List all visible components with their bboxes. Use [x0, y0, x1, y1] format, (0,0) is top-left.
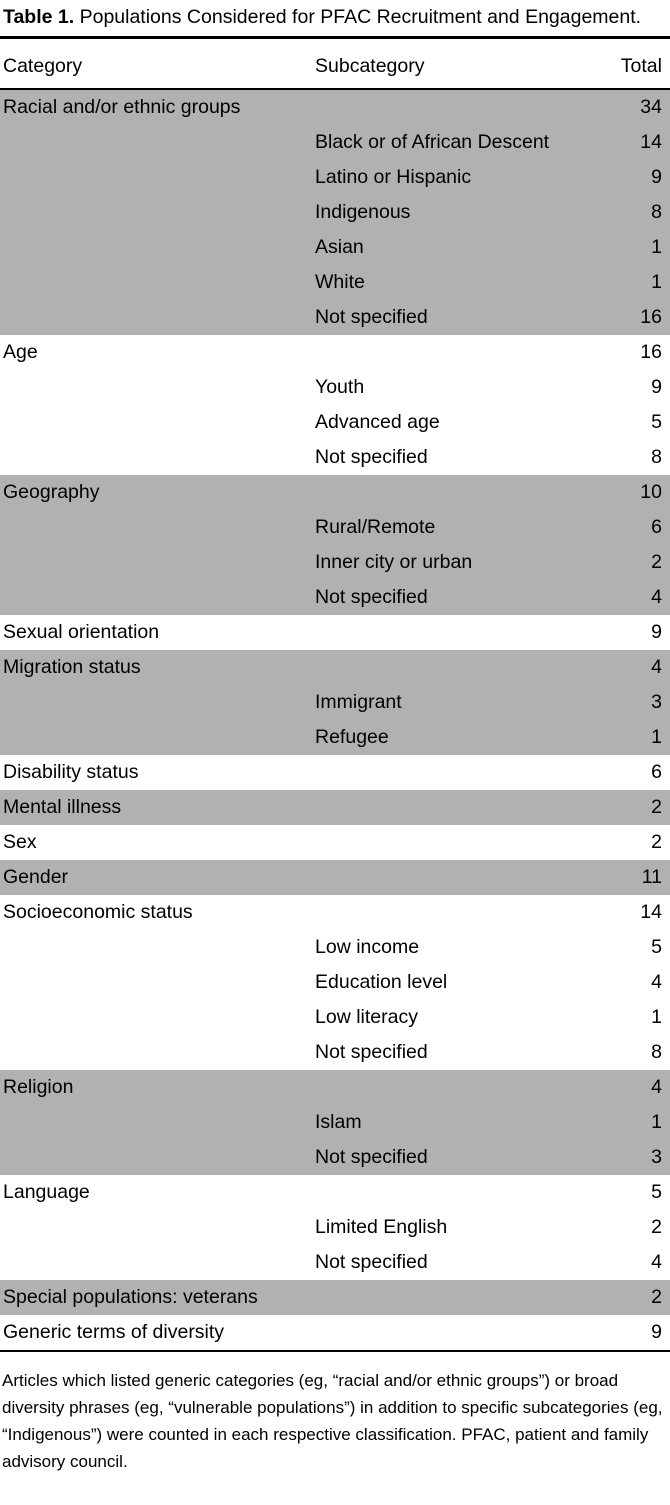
- table-row: [0, 1280, 670, 1315]
- subcategory-cell: [312, 1175, 584, 1210]
- table-row: [0, 1315, 670, 1351]
- table-row: [0, 335, 670, 370]
- category-cell: Gender: [3, 866, 69, 888]
- subcategory-cell: [312, 89, 584, 125]
- table-row: [0, 475, 670, 510]
- category-cell: [0, 1245, 312, 1280]
- total-cell: 9: [651, 1321, 662, 1343]
- total-cell: 8: [651, 446, 662, 468]
- subcategory-cell: Black or of African Descent: [315, 131, 550, 153]
- subcategory-cell: [312, 1070, 584, 1105]
- total-cell: 5: [651, 1181, 662, 1203]
- total-cell: 8: [651, 201, 662, 223]
- table-title-text: Populations Considered for PFAC Recruitment and Engagement.: [74, 6, 642, 28]
- subcategory-cell: White: [315, 271, 365, 293]
- subcategory-cell: Not specified: [315, 1146, 428, 1168]
- category-cell: [0, 440, 312, 475]
- table-title-label: Table 1.: [3, 6, 75, 28]
- total-cell: 14: [640, 901, 662, 923]
- total-cell: 2: [651, 796, 662, 818]
- total-cell: 9: [651, 166, 662, 188]
- total-cell: 14: [640, 131, 662, 153]
- table-row: [0, 720, 670, 755]
- total-cell: 4: [651, 586, 662, 608]
- category-cell: [0, 300, 312, 335]
- subcategory-cell: [312, 825, 584, 860]
- total-cell: 4: [651, 656, 662, 678]
- table-row: [0, 1245, 670, 1280]
- table-header: [0, 38, 670, 90]
- total-cell: 2: [651, 1216, 662, 1238]
- table-row: [0, 930, 670, 965]
- total-cell: 2: [651, 551, 662, 573]
- subcategory-cell: [312, 895, 584, 930]
- table-row: [0, 265, 670, 300]
- table-row: [0, 580, 670, 615]
- category-cell: Migration status: [3, 656, 141, 678]
- subcategory-cell: Not specified: [315, 306, 428, 328]
- table-row: [0, 405, 670, 440]
- category-cell: [0, 965, 312, 1000]
- total-cell: 34: [640, 96, 662, 118]
- subcategory-cell: [312, 790, 584, 825]
- table-row: [0, 1070, 670, 1105]
- table-row: [0, 965, 670, 1000]
- category-cell: [0, 230, 312, 265]
- subcategory-cell: Refugee: [315, 726, 389, 748]
- header-total: Total: [584, 38, 670, 90]
- category-cell: [0, 1105, 312, 1140]
- table-row: [0, 685, 670, 720]
- table-row: [0, 790, 670, 825]
- subcategory-cell: Not specified: [315, 586, 428, 608]
- table-row: [0, 195, 670, 230]
- category-cell: Special populations: veterans: [3, 1286, 258, 1308]
- subcategory-cell: [312, 335, 584, 370]
- table-title: [0, 4, 670, 36]
- subcategory-cell: Low literacy: [315, 1006, 418, 1028]
- total-cell: 2: [651, 831, 662, 853]
- table-row: [0, 1000, 670, 1035]
- total-cell: 6: [651, 761, 662, 783]
- subcategory-cell: [312, 860, 584, 895]
- category-cell: [0, 930, 312, 965]
- category-cell: [0, 1035, 312, 1070]
- table-row: [0, 160, 670, 195]
- category-cell: [0, 1210, 312, 1245]
- subcategory-cell: [312, 1280, 584, 1315]
- category-cell: Age: [3, 341, 38, 363]
- category-cell: Generic terms of diversity: [3, 1321, 225, 1343]
- table-footnote: Articles which listed generic categories (eg, “racial and/or ethnic groups”) or broad diversity phrases (eg, “vulnerable populations”) in addition to specific subcategories (eg, “Indigenous”) were counted in each respective classification. PFAC, patient and family advisory council.: [2, 1371, 663, 1471]
- populations-table: [0, 36, 670, 1352]
- subcategory-cell: Inner city or urban: [315, 551, 473, 573]
- category-cell: Religion: [3, 1076, 74, 1098]
- table-row: [0, 300, 670, 335]
- total-cell: 2: [651, 1286, 662, 1308]
- subcategory-cell: Limited English: [315, 1216, 448, 1238]
- table-row: [0, 89, 670, 125]
- category-cell: [0, 160, 312, 195]
- table-row: [0, 230, 670, 265]
- category-cell: [0, 580, 312, 615]
- total-cell: 4: [651, 1076, 662, 1098]
- table-row: [0, 1035, 670, 1070]
- total-cell: 5: [651, 936, 662, 958]
- category-cell: [0, 265, 312, 300]
- total-cell: 1: [651, 1111, 662, 1133]
- category-cell: [0, 195, 312, 230]
- category-cell: [0, 545, 312, 580]
- category-cell: Disability status: [3, 761, 139, 783]
- total-cell: 1: [651, 271, 662, 293]
- subcategory-cell: Indigenous: [315, 201, 411, 223]
- table-row: [0, 1210, 670, 1245]
- table-header-row: [0, 38, 670, 90]
- table-row: [0, 825, 670, 860]
- subcategory-cell: Latino or Hispanic: [315, 166, 472, 188]
- table-row: [0, 125, 670, 160]
- category-cell: [0, 510, 312, 545]
- category-cell: [0, 125, 312, 160]
- table-row: [0, 545, 670, 580]
- subcategory-cell: Not specified: [315, 1251, 428, 1273]
- subcategory-cell: [312, 475, 584, 510]
- category-cell: Socioeconomic status: [3, 901, 193, 923]
- subcategory-cell: Not specified: [315, 1041, 428, 1063]
- category-cell: [0, 1140, 312, 1175]
- total-cell: 16: [640, 306, 662, 328]
- table-row: [0, 440, 670, 475]
- subcategory-cell: Education level: [315, 971, 448, 993]
- total-cell: 11: [641, 866, 662, 888]
- table-body: [0, 89, 670, 1351]
- table-row: [0, 615, 670, 650]
- total-cell: 5: [651, 411, 662, 433]
- category-cell: [0, 1000, 312, 1035]
- table-row: [0, 860, 670, 895]
- subcategory-cell: [312, 1315, 584, 1351]
- total-cell: 9: [651, 376, 662, 398]
- category-cell: Language: [3, 1181, 90, 1203]
- subcategory-cell: Rural/Remote: [315, 516, 436, 538]
- table-row: [0, 1105, 670, 1140]
- total-cell: 16: [640, 341, 662, 363]
- total-cell: 1: [651, 1006, 662, 1028]
- total-cell: 6: [651, 516, 662, 538]
- category-cell: Racial and/or ethnic groups: [3, 96, 241, 118]
- category-cell: [0, 370, 312, 405]
- table-row: [0, 650, 670, 685]
- category-cell: Sexual orientation: [3, 621, 160, 643]
- table-row: [0, 370, 670, 405]
- table-row: [0, 755, 670, 790]
- table-row: [0, 510, 670, 545]
- subcategory-cell: [312, 755, 584, 790]
- total-cell: 1: [651, 726, 662, 748]
- table-row: [0, 895, 670, 930]
- subcategory-cell: Advanced age: [315, 411, 440, 433]
- category-cell: [0, 685, 312, 720]
- total-cell: 4: [651, 1251, 662, 1273]
- subcategory-cell: [312, 650, 584, 685]
- category-cell: Geography: [3, 481, 100, 503]
- category-cell: [0, 720, 312, 755]
- header-category: Category: [0, 38, 312, 90]
- subcategory-cell: Not specified: [315, 446, 428, 468]
- subcategory-cell: Immigrant: [315, 691, 402, 713]
- category-cell: Sex: [3, 831, 37, 853]
- total-cell: 8: [651, 1041, 662, 1063]
- subcategory-cell: [312, 615, 584, 650]
- table-row: [0, 1175, 670, 1210]
- total-cell: 10: [640, 481, 662, 503]
- subcategory-cell: Low income: [315, 936, 420, 958]
- subcategory-cell: Islam: [315, 1111, 362, 1133]
- category-cell: [0, 405, 312, 440]
- subcategory-cell: Asian: [315, 236, 364, 258]
- category-cell: Mental illness: [3, 796, 122, 818]
- total-cell: 9: [651, 621, 662, 643]
- subcategory-cell: Youth: [315, 376, 365, 398]
- total-cell: 1: [651, 236, 662, 258]
- table-row: [0, 1140, 670, 1175]
- total-cell: 4: [651, 971, 662, 993]
- header-subcategory: Subcategory: [312, 38, 584, 90]
- total-cell: 3: [651, 691, 662, 713]
- total-cell: 3: [651, 1146, 662, 1168]
